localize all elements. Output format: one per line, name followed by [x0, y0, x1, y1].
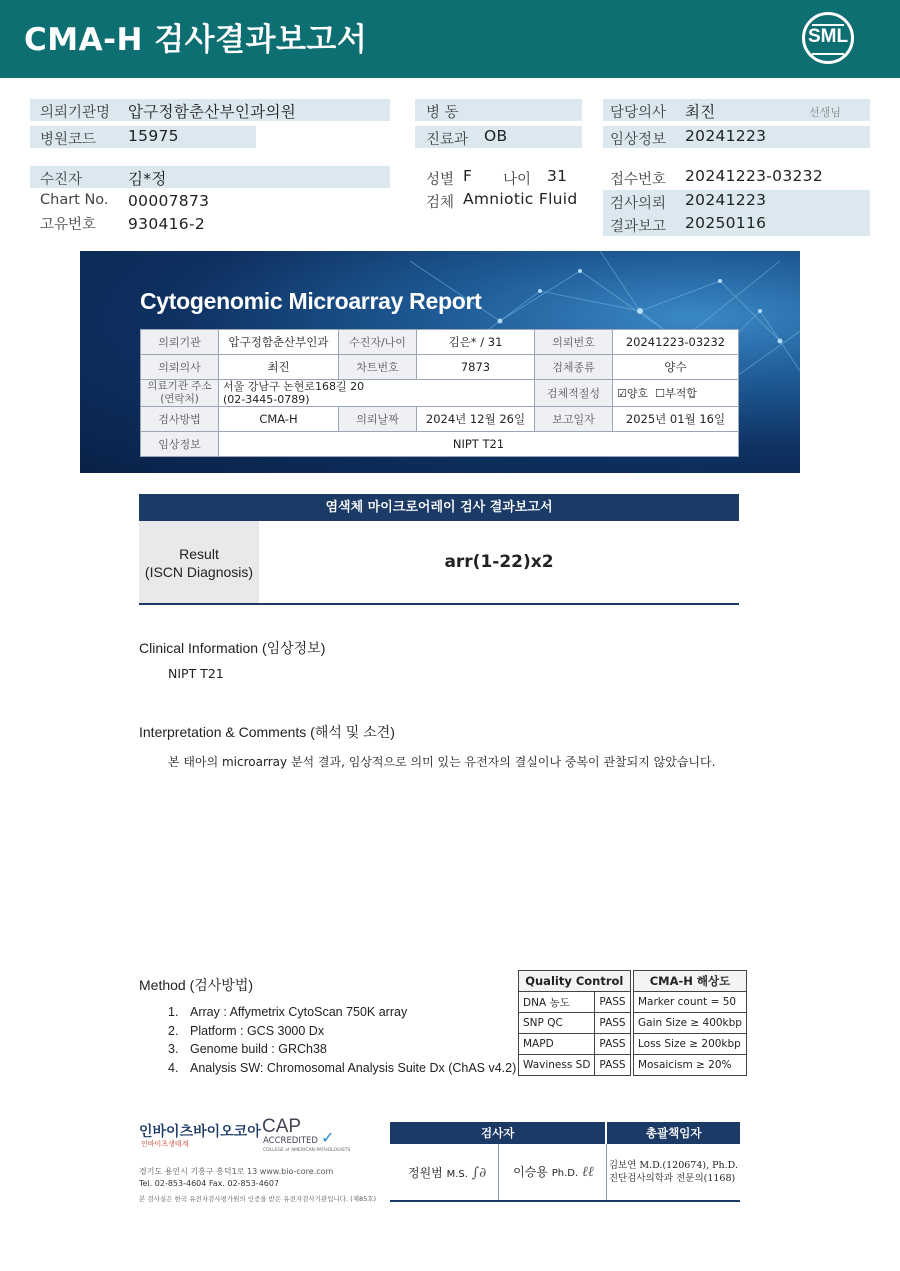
phone-line: (02-3445-0789) — [223, 393, 310, 406]
result-label-line1: Result — [179, 546, 219, 562]
sml-logo — [802, 12, 854, 64]
b-cell: 의뢰날짜 — [339, 407, 417, 432]
inspector1-degree: M.S. — [446, 1168, 468, 1180]
ward-label: 병 동 — [426, 105, 459, 121]
sex-value: F — [463, 167, 473, 185]
report-title: CMA-H 검사결과보고서 — [24, 22, 368, 58]
director-line1: 김보연 M.D.(120674), Ph.D. — [608, 1160, 738, 1171]
qc-name: DNA 농도 — [519, 992, 595, 1013]
report-value: 20250116 — [685, 214, 767, 232]
req-inst-value: 압구정함춘산부인과의원 — [128, 103, 297, 121]
b-cell: 최진 — [219, 355, 339, 380]
resolution-table — [633, 970, 747, 1076]
patient-label: 수진자 — [40, 172, 83, 188]
resolution-row: Mosaicism ≥ 20% — [634, 1055, 747, 1076]
method-list — [168, 1003, 516, 1077]
receipt-label: 접수번호 — [610, 172, 667, 188]
method-item: 1. Array : Affymetrix CytoScan 750K array — [168, 1005, 408, 1019]
inspector2-degree: Ph.D. — [551, 1168, 579, 1179]
receipt-value: 20241223-03232 — [685, 167, 823, 185]
b-cell: 의뢰기관 — [141, 330, 219, 355]
clinical-value: 20241223 — [685, 127, 767, 145]
req-inst-label: 의뢰기관명 — [40, 105, 111, 121]
resolution-row: Loss Size ≥ 200kbp — [634, 1034, 747, 1055]
b-cell-adequacy — [613, 380, 739, 407]
logo-text: SML — [807, 26, 849, 47]
request-value: 20241223 — [685, 191, 767, 209]
clinical-label: 임상정보 — [610, 132, 667, 148]
age-value: 31 — [547, 167, 568, 185]
b-cell: 보고일자 — [535, 407, 613, 432]
cap-accredited: ACCREDITED — [263, 1136, 318, 1146]
b-cell: 수진자/나이 — [339, 330, 417, 355]
signature-divider — [390, 1200, 740, 1202]
b-cell: 차트번호 — [339, 355, 417, 380]
b-cell: 20241223-03232 — [613, 330, 739, 355]
qc-status: PASS — [595, 992, 630, 1013]
logo-arc-bottom — [812, 53, 844, 55]
method-heading: Method (검사방법) — [139, 977, 254, 993]
interpretation-text: 본 태아의 microarray 분석 결과, 임상적으로 의미 있는 유전자의 결실이나 중복이 관찰되지 않았습니다. — [168, 755, 716, 769]
b-cell-address — [219, 380, 535, 407]
banner-info-table — [140, 329, 739, 457]
director-line2: 진단검사의학과 전문의(1168) — [608, 1173, 736, 1184]
inspector2-cell — [499, 1144, 607, 1200]
b-cell: 임상정보 — [141, 432, 219, 457]
b-cell: 의뢰의사 — [141, 355, 219, 380]
doctor-value: 최진 — [685, 103, 716, 121]
director-cell — [606, 1144, 740, 1200]
b-cell-address-label: 의료기관 주소 (연락처) — [141, 380, 219, 407]
certification-notice: 본 검사실은 한국 유전자검사평가원의 인증을 받은 유전자검사기관입니다. (제85호) — [139, 1195, 377, 1203]
b-cell: 김은* / 31 — [417, 330, 535, 355]
resolution-heading: CMA-H 해상도 — [634, 971, 747, 992]
qc-name: MAPD — [519, 1034, 595, 1055]
qc-status: PASS — [595, 1013, 630, 1034]
address-line: 서울 강남구 논현로168길 20 — [223, 380, 365, 393]
dept-label: 진료과 — [426, 132, 469, 148]
b-cell: 의뢰번호 — [535, 330, 613, 355]
b-cell: 2024년 12월 26일 — [417, 407, 535, 432]
cap-sub: COLLEGE of AMERICAN PATHOLOGISTS — [263, 1148, 351, 1153]
strip-patient — [30, 166, 390, 188]
result-label — [139, 521, 259, 603]
qc-status: PASS — [595, 1034, 630, 1055]
doctor-suffix: 선생님 — [809, 106, 841, 119]
inspector2-name: 이승용 — [513, 1165, 548, 1179]
request-label: 검사의뢰 — [610, 196, 667, 212]
signature-icon: ℓℓ — [581, 1164, 594, 1180]
good-label: 양호 — [626, 387, 649, 400]
b-cell: 검체적절성 — [535, 380, 613, 407]
dept-value: OB — [484, 127, 508, 145]
patient-value: 김*정 — [128, 170, 167, 188]
uid-value: 930416-2 — [128, 215, 206, 233]
checkmark-icon: ✓ — [321, 1128, 335, 1147]
qc-name: Waviness SD — [519, 1055, 595, 1076]
director-header: 총괄책임자 — [606, 1122, 740, 1144]
clinical-heading: Clinical Information (임상정보) — [139, 640, 326, 656]
qc-heading: Quality Control — [519, 971, 631, 992]
specimen-label: 검체 — [426, 195, 455, 211]
hosp-code-label: 병원코드 — [40, 132, 97, 148]
header-bar — [0, 0, 900, 78]
interpretation-heading: Interpretation & Comments (해석 및 소견) — [139, 724, 395, 740]
sex-label: 성별 — [426, 172, 455, 188]
resolution-row: Gain Size ≥ 400kbp — [634, 1013, 747, 1034]
result-value: arr(1-22)x2 — [444, 552, 554, 572]
inspector1-cell — [390, 1144, 499, 1200]
b-cell: 7873 — [417, 355, 535, 380]
chart-value: 00007873 — [128, 192, 210, 210]
qc-status: PASS — [595, 1055, 630, 1076]
company-tel: Tel. 02-853-4604 Fax. 02-853-4607 — [139, 1179, 280, 1188]
company-name: 인바이츠바이오코아 — [139, 1124, 261, 1140]
signature-icon: ∫∂ — [471, 1164, 487, 1181]
result-heading: 염색체 마이크로어레이 검사 결과보고서 — [139, 494, 739, 521]
method-item: 3. Genome build : GRCh38 — [168, 1042, 327, 1056]
company-sub: 인바이츠생태계 — [141, 1140, 189, 1148]
result-label-line2: (ISCN Diagnosis) — [144, 564, 254, 580]
b-cell: 검사방법 — [141, 407, 219, 432]
b-cell: CMA-H — [219, 407, 339, 432]
report-label: 결과보고 — [610, 219, 667, 235]
cap-logo: CAP — [262, 1116, 302, 1137]
company-address: 경기도 용인시 기흥구 흥덕1로 13 www.bio-core.com — [139, 1167, 334, 1176]
b-cell: 검체종류 — [535, 355, 613, 380]
method-item: 4. Analysis SW: Chromosomal Analysis Suite Dx (ChAS v4.2) — [168, 1060, 517, 1075]
banner-title: Cytogenomic Microarray Report — [140, 288, 482, 314]
bad-label: 부적합 — [665, 387, 697, 400]
inspector1-name: 정원범 — [408, 1165, 443, 1180]
report-banner — [80, 251, 800, 473]
qc-table — [518, 970, 631, 1076]
clinical-text: NIPT T21 — [168, 666, 224, 681]
checkbox-empty-icon: ☐ — [655, 387, 666, 400]
specimen-value: Amniotic Fluid — [463, 190, 578, 208]
hosp-code-value: 15975 — [128, 127, 179, 145]
checkbox-checked-icon: ☑ — [617, 387, 627, 400]
signature-table — [390, 1122, 740, 1200]
b-cell: NIPT T21 — [219, 432, 739, 457]
b-cell: 압구정함춘산부인과 — [219, 330, 339, 355]
qc-name: SNP QC — [519, 1013, 595, 1034]
inspector-header: 검사자 — [390, 1122, 606, 1144]
b-cell: 양수 — [613, 355, 739, 380]
resolution-row: Marker count = 50 — [634, 992, 747, 1013]
result-divider — [139, 603, 739, 605]
doctor-label: 담당의사 — [610, 105, 667, 121]
method-item: 2. Platform : GCS 3000 Dx — [168, 1023, 325, 1038]
uid-label: 고유번호 — [40, 217, 97, 233]
age-label: 나이 — [503, 172, 532, 188]
b-cell: 2025년 01월 16일 — [613, 407, 739, 432]
chart-label: Chart No. — [40, 192, 109, 208]
